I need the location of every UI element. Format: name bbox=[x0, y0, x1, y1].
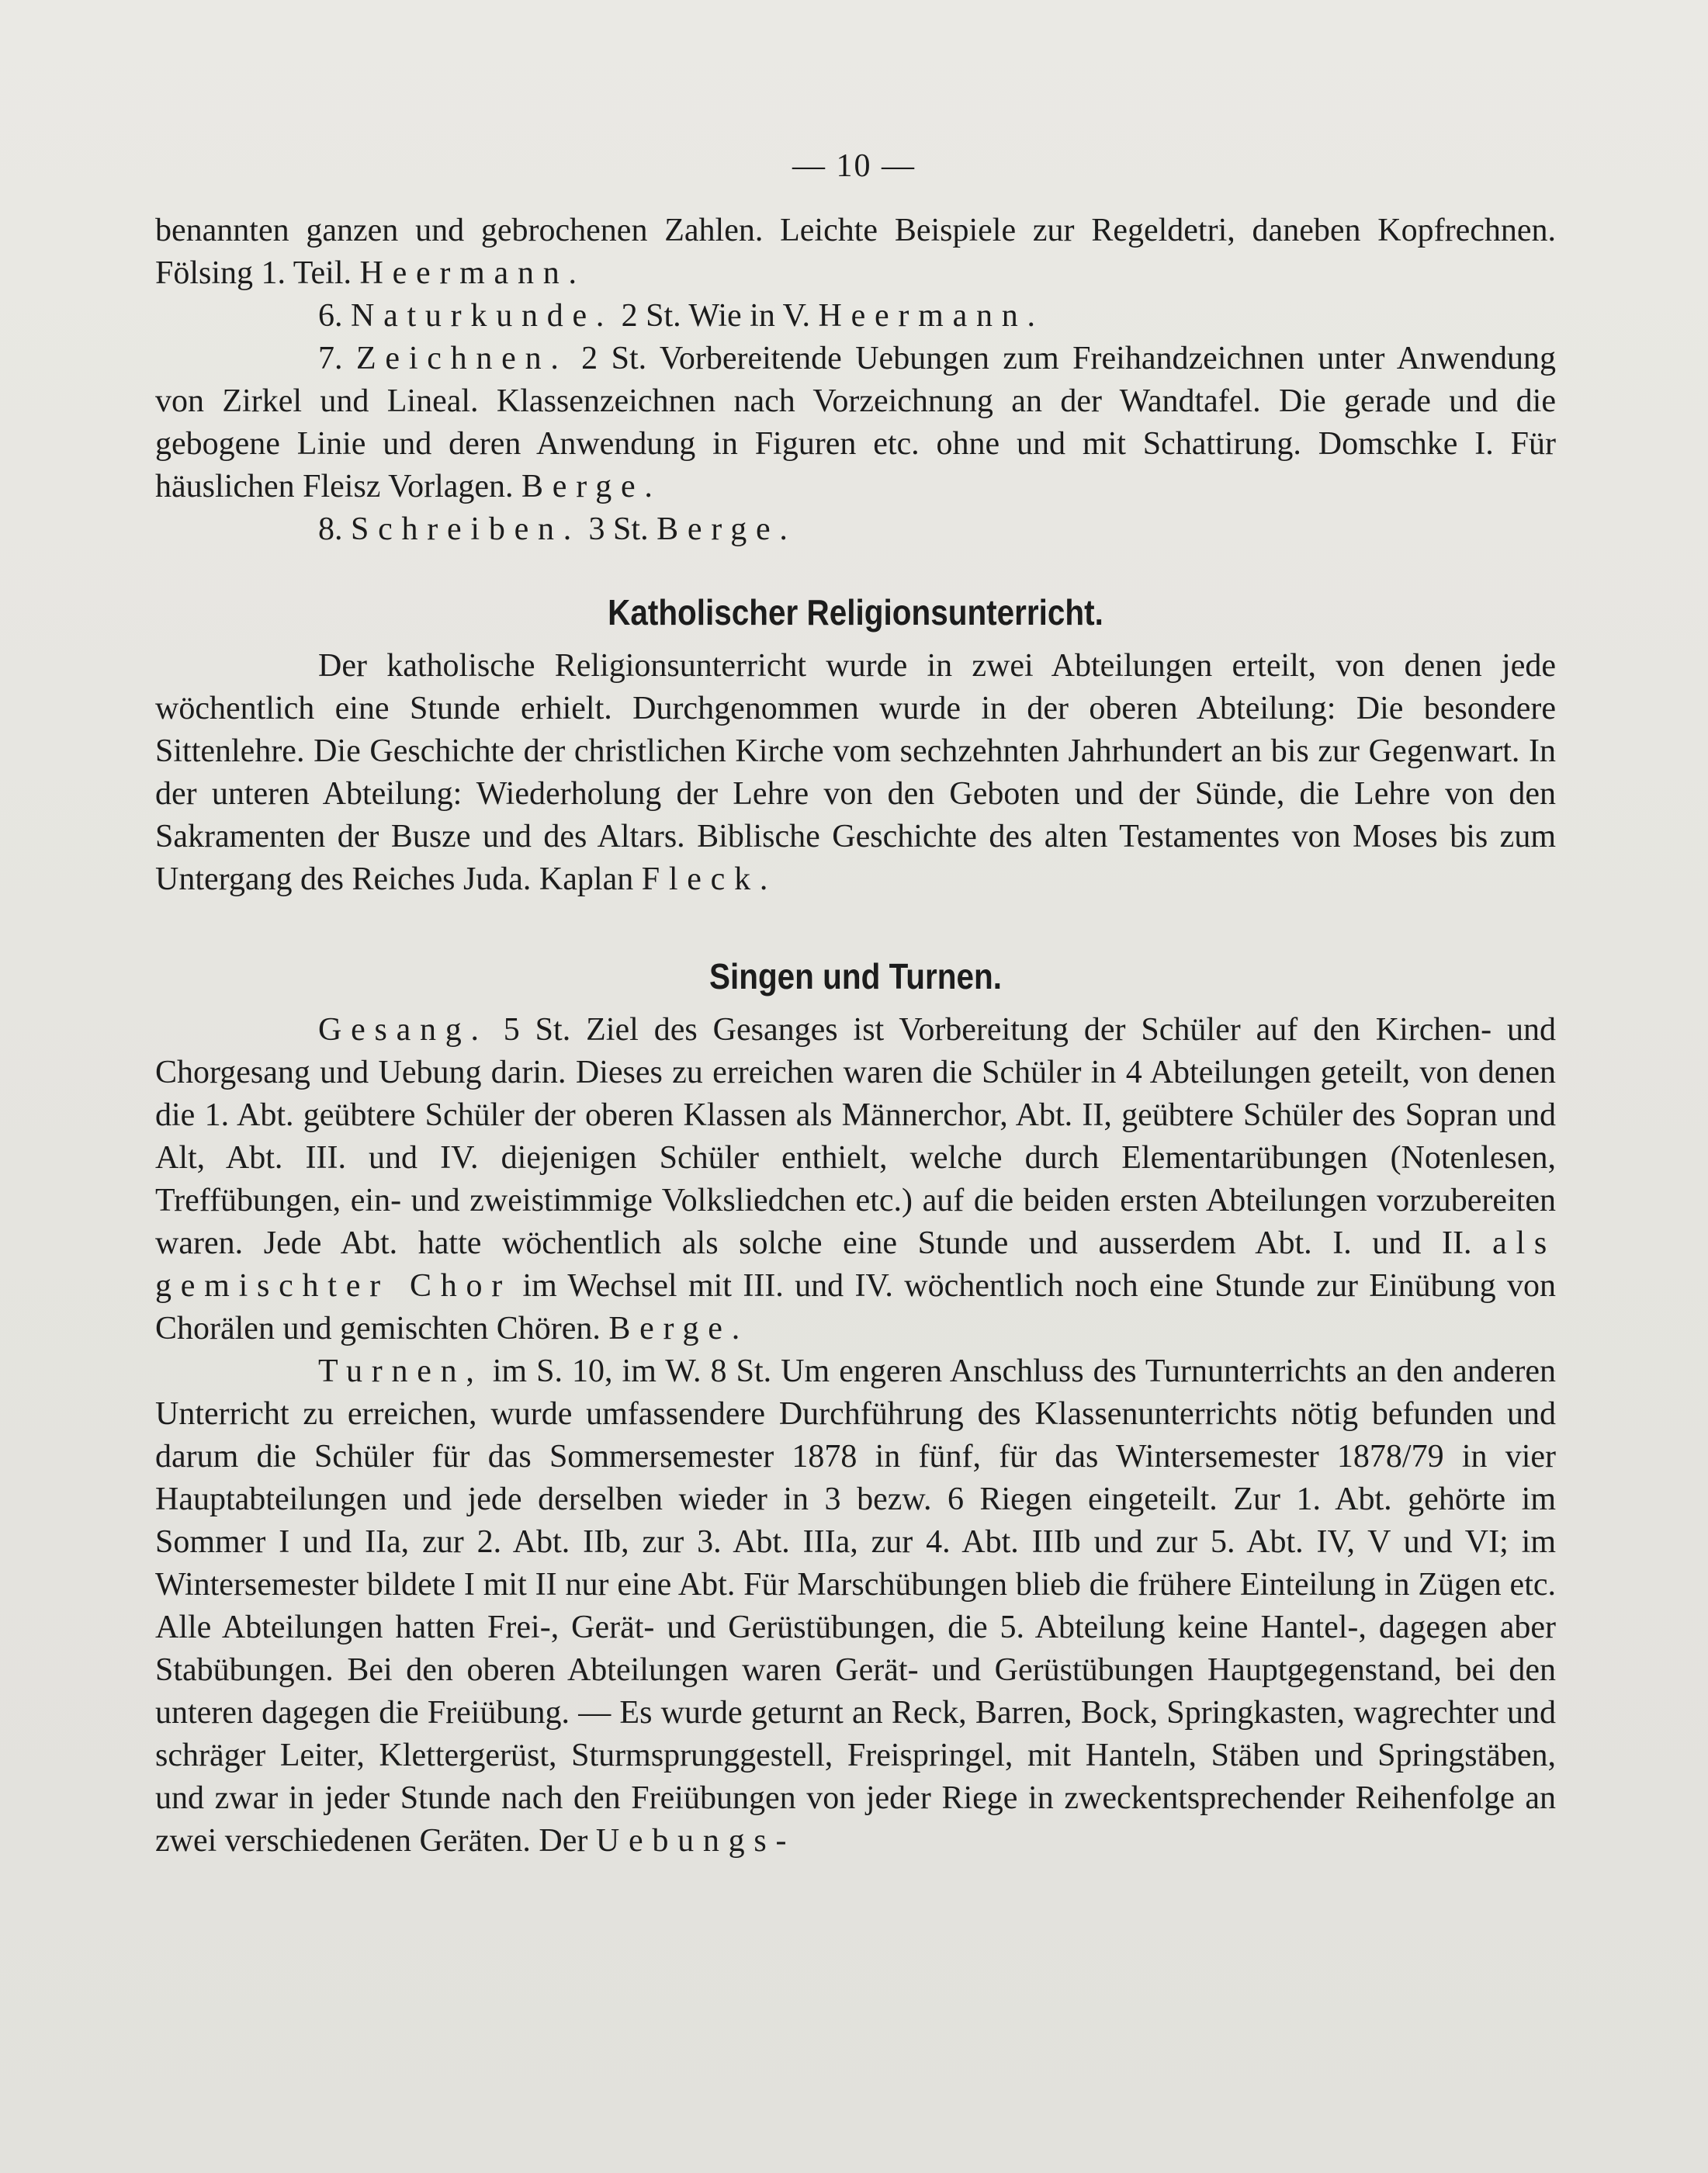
teacher-name: Berge. bbox=[657, 511, 797, 547]
paragraph-gesang bbox=[155, 1009, 1556, 1350]
subject-naturkunde: Naturkunde. bbox=[351, 298, 614, 334]
paragraph-naturkunde bbox=[155, 295, 1556, 338]
teacher-name: Heermann. bbox=[359, 255, 586, 291]
teacher-name: Fleck. bbox=[641, 861, 778, 897]
zeichnen-text: 2 St. Vorbereitende Uebungen zum Freihandzeichnen unter Anwendung von Zirkel und Lineal. Klassenzeichnen nach Vorzeichnung an der Wandtafel. Die gerade und die gebogene Linie und deren Anwendung in Figuren etc. ohne und mit Schattirung. Domschke I. Für häuslichen Fleisz Vorlagen. bbox=[155, 341, 1557, 504]
turnen-continuation: Uebungs- bbox=[595, 1823, 796, 1859]
paragraph-schreiben bbox=[155, 508, 1556, 551]
section-heading-religion: Katholischer Religionsunterricht. bbox=[608, 592, 1103, 632]
gesang-text-continued: im Wechsel mit III. und IV. wöchentlich noch eine Stunde zur Einübung von Chorälen und gemischten Chören. bbox=[155, 1268, 1556, 1346]
item-number: 8. bbox=[318, 511, 343, 547]
paragraph-arithmetic bbox=[155, 210, 1556, 295]
gesang-text: 5 St. Ziel des Gesanges ist Vorbereitung der Schüler auf den Kirchen- und Chorgesang und Uebung darin. Dieses zu erreichen waren die Schüler in 4 Abteilungen geteilt, von denen die 1. Abt. geübtere Schüler der oberen Klassen als Männerchor, Abt. II, geübtere Schüler des Sopran und Alt, Abt. III. und IV. diejenigen Schüler enthielt, welche durch Elementarübungen (Notenlesen, Treffübungen, ein- und zweistimmige Volksliedchen etc.) auf die beiden ersten Abteilungen vorzubereiten waren. Jede Abt. hatte wöchentlich als solche eine Stunde und ausserdem Abt. I. und II. bbox=[155, 1012, 1557, 1261]
paragraph-zeichnen bbox=[155, 338, 1556, 508]
subject-schreiben: Schreiben. bbox=[351, 511, 581, 547]
teacher-name: Heermann. bbox=[818, 298, 1045, 334]
schreiben-text: 3 St. bbox=[588, 511, 649, 547]
paragraph-turnen bbox=[155, 1350, 1556, 1863]
section-heading-singen-turnen: Singen und Turnen. bbox=[708, 956, 1003, 996]
subject-turnen: Turnen, bbox=[318, 1353, 483, 1389]
turnen-text: im S. 10, im W. 8 St. Um engeren Anschluss des Turnunterrichts an den anderen Unterricht zu erreichen, wurde umfassendere Durchführung des Klassenunterrichts nötig befunden und darum die Schüler für das Sommersemester 1878 in fünf, für das Wintersemester 1878/79 in vier Hauptabteilungen und jede derselben wieder in 3 bezw. 6 Riegen eingeteilt. Zur 1. Abt. gehörte im Sommer I und IIa, zur 2. Abt. IIb, zur 3. Abt. IIIa, zur 4. Abt. IIIb und zur 5. Abt. IV, V und VI; im Wintersemester bildete I mit II nur eine Abt. Für Marschübungen blieb die frühere Einteilung in Zügen etc. Alle Abteilungen hatten Frei-, Gerät- und Gerüstübungen, die 5. Abteilung keine Hantel-, dagegen aber Stabübungen. Bei den oberen Abteilungen waren Gerät- und Gerüstübungen Hauptgegenstand, bei den unteren dagegen die Freiübung. — Es wurde geturnt an Reck, Barren, Bock, Springkasten, wagrechter und schräger Leiter, Klettergerüst, Sturmsprunggestell, Freispringel, mit Hanteln, Stäben und Springstäben, und zwar in jeder Stunde nach den Freiübungen von jeder Riege in zweckentsprechender Reihenfolge an zwei verschiedenen Geräten. Der bbox=[155, 1353, 1556, 1859]
subject-gesang: Gesang. bbox=[318, 1012, 488, 1048]
naturkunde-text: 2 St. Wie in V. bbox=[621, 298, 811, 334]
religion-text: Der katholische Religionsunterricht wurde in zwei Abteilungen erteilt, von denen jede wöchentlich eine Stunde erhielt. Durchgenommen wurde in der oberen Abteilung: Die besondere Sittenlehre. Die Geschichte der christlichen Kirche vom sechzehnten Jahrhundert an bis zur Gegenwart. In der unteren Abteilung: Wiederholung der Lehre von den Geboten und der Sünde, die Lehre von den Sakramenten der Busze und des Altars. Biblische Geschichte des alten Testamentes von Moses bis zum Untergang des Reiches Juda. Kaplan bbox=[155, 648, 1556, 897]
teacher-name: Berge. bbox=[608, 1311, 749, 1346]
subject-zeichnen: Zeichnen. bbox=[356, 341, 568, 376]
teacher-name: Berge. bbox=[521, 469, 662, 504]
item-number: 7. bbox=[318, 341, 343, 376]
gesang-emphasis: als gemischter Chor bbox=[155, 1225, 1557, 1304]
item-number: 6. bbox=[318, 298, 343, 334]
paragraph-religion bbox=[155, 645, 1556, 901]
arithmetic-text: benannten ganzen und gebrochenen Zahlen. Leichte Beispiele zur Regeldetri, daneben Kopfrechnen. Fölsing 1. Teil. bbox=[155, 213, 1556, 291]
page-content bbox=[155, 210, 1556, 1863]
page-number: — 10 — bbox=[792, 148, 916, 184]
